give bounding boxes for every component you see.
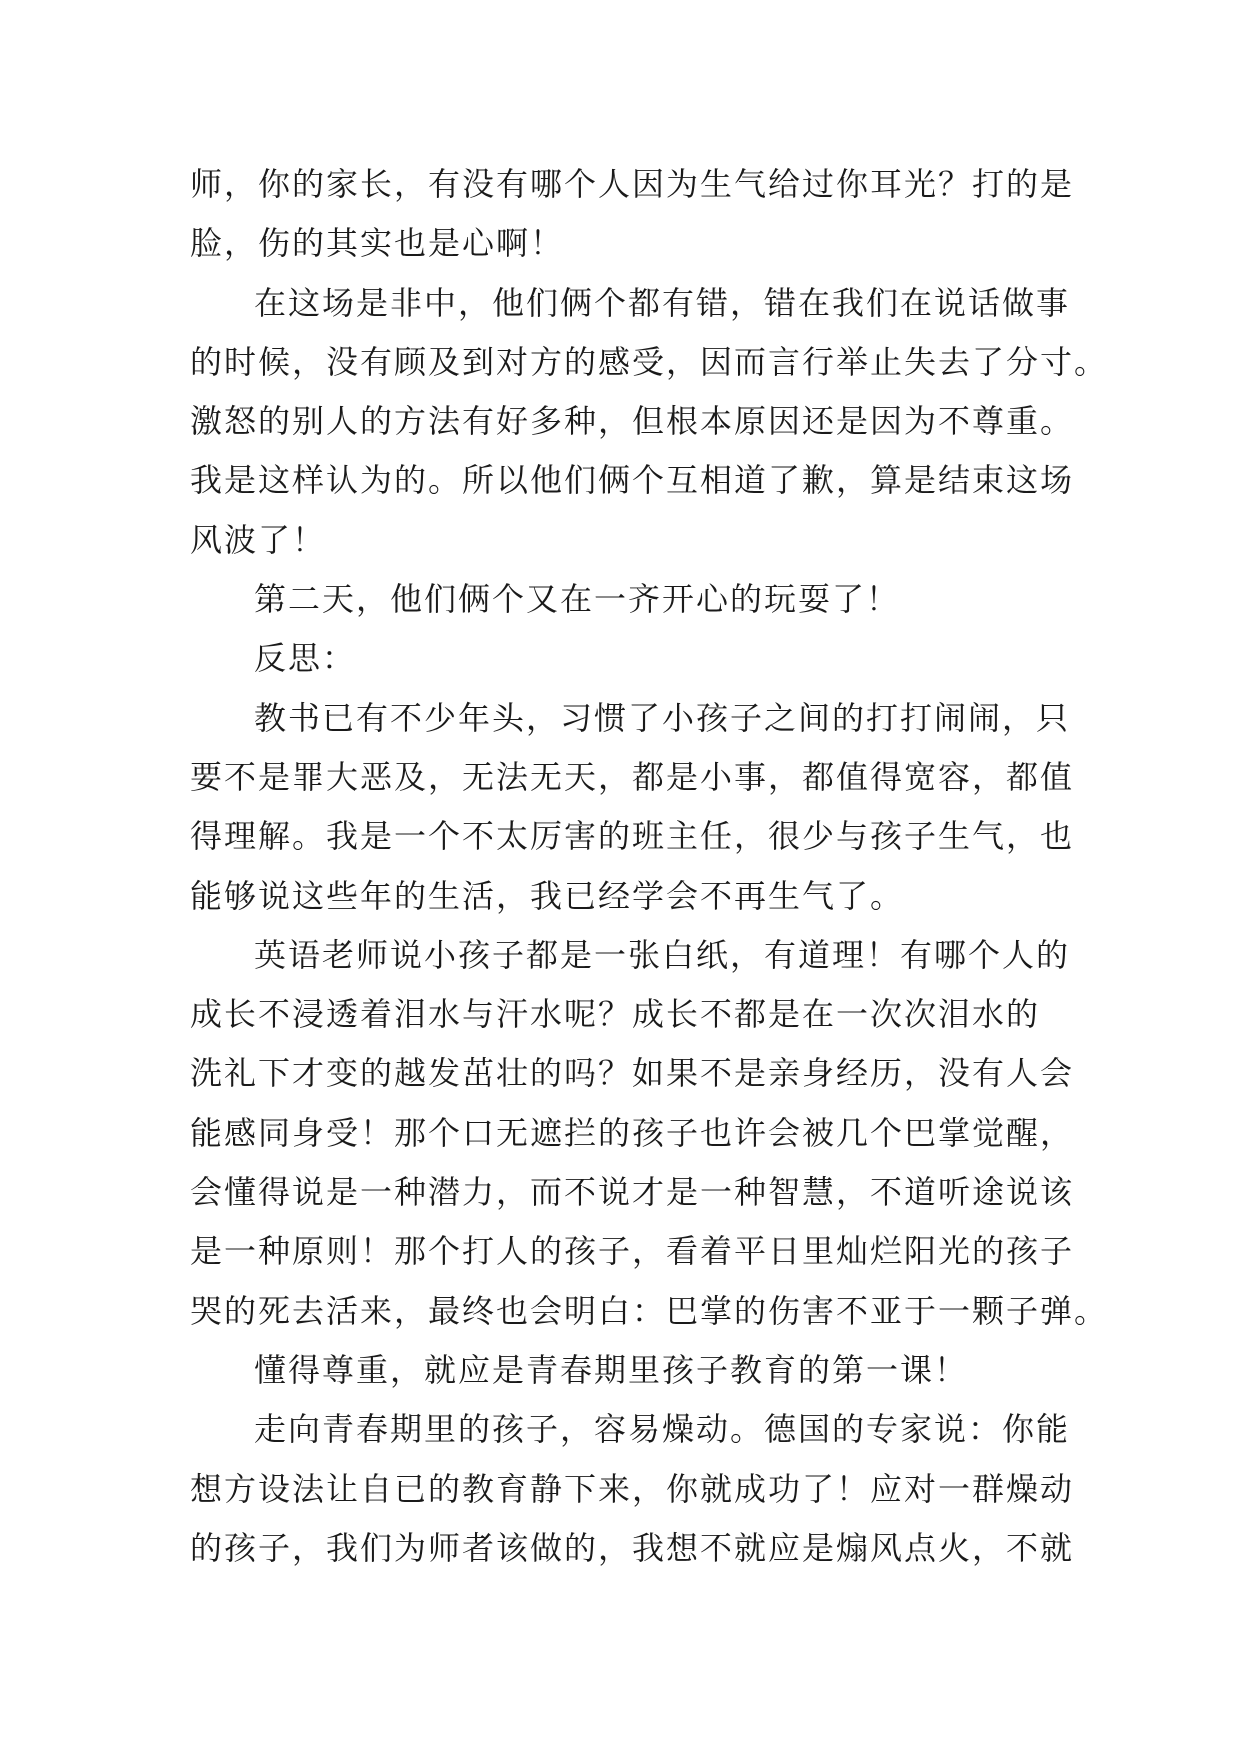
text-line: 是一种原则！那个打人的孩子，看着平日里灿烂阳光的孩子 [190, 1232, 1075, 1271]
text-line: 师，你的家长，有没有哪个人因为生气给过你耳光？打的是 [190, 165, 1075, 203]
text-line: 风波了！ [190, 520, 327, 559]
text-line: 在这场是非中，他们俩个都有错，错在我们在说话做事 [254, 283, 1071, 322]
text-line: 走向青春期里的孩子，容易燥动。德国的专家说：你能 [254, 1410, 1071, 1449]
text-line: 要不是罪大恶及，无法无天，都是小事，都值得宽容，都值 [190, 757, 1075, 796]
text-line: 想方设法让自已的教育静下来，你就成功了！应对一群燥动 [190, 1469, 1075, 1508]
text-line: 得理解。我是一个不太厉害的班主任，很少与孩子生气，也 [190, 817, 1075, 856]
text-line: 的时候，没有顾及到对方的感受，因而言行举止失去了分寸。 [190, 342, 1109, 381]
text-line: 洗礼下才变的越发茁壮的吗？如果不是亲身经历，没有人会 [190, 1054, 1075, 1093]
text-line: 脸，伤的其实也是心啊！ [190, 224, 565, 263]
text-line: 会懂得说是一种潜力，而不说才是一种智慧，不道听途说该 [190, 1173, 1075, 1212]
text-line: 教书已有不少年头，习惯了小孩子之间的打打闹闹，只 [254, 698, 1071, 737]
text-line: 懂得尊重，就应是青春期里孩子教育的第一课！ [254, 1350, 969, 1389]
text-line: 我是这样认为的。所以他们俩个互相道了歉，算是结束这场 [190, 461, 1075, 500]
text-line: 的孩子，我们为师者该做的，我想不就应是煽风点火，不就 [190, 1528, 1075, 1567]
text-line: 英语老师说小孩子都是一张白纸，有道理！有哪个人的 [254, 935, 1071, 974]
text-line: 激怒的别人的方法有好多种，但根本原因还是因为不尊重。 [190, 402, 1075, 441]
body-text [190, 155, 1109, 1578]
text-line: 第二天，他们俩个又在一齐开心的玩耍了！ [254, 580, 901, 619]
text-line: 能够说这些年的生活，我已经学会不再生气了。 [190, 876, 905, 915]
text-line: 反思： [254, 639, 357, 678]
text-line: 哭的死去活来，最终也会明白：巴掌的伤害不亚于一颗子弹。 [190, 1291, 1109, 1330]
text-line: 能感同身受！那个口无遮拦的孩子也许会被几个巴掌觉醒， [190, 1113, 1075, 1152]
text-line: 成长不浸透着泪水与汗水呢？成长不都是在一次次泪水的 [190, 995, 1041, 1034]
